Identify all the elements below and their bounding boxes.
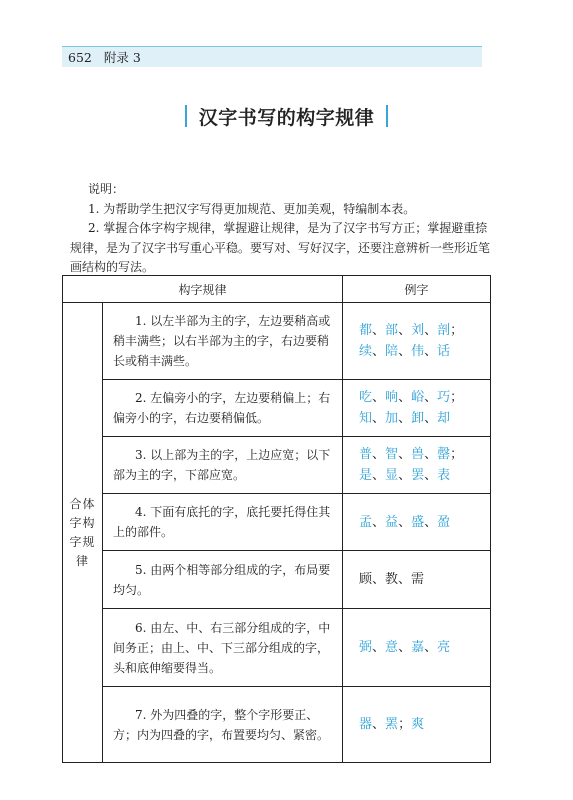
title-bar-right — [386, 105, 388, 127]
example-punct: 、 — [398, 468, 412, 483]
example-char: 刘 — [411, 323, 425, 338]
example-line — [359, 408, 490, 429]
example-punct: 、 — [398, 447, 412, 462]
example-punct: 、 — [424, 447, 438, 462]
example-char: 是 — [359, 468, 373, 483]
table-row — [63, 687, 491, 763]
rule-text: 3. 以上部为主的字，上边应宽；以下部为主的字，下部应宽。 — [113, 448, 331, 482]
title-bar-left — [185, 105, 187, 127]
example-char: 嘉 — [411, 640, 425, 655]
example-punct: 、 — [424, 411, 438, 426]
example-line — [359, 512, 490, 533]
example-punct: 、 — [372, 447, 386, 462]
example-punct: 、 — [424, 468, 438, 483]
section-label: 附录 3 — [103, 50, 141, 65]
page-header — [62, 46, 482, 67]
example-char: 盛 — [411, 514, 425, 530]
example-char: 响 — [385, 390, 399, 405]
example-punct: 、 — [372, 468, 386, 483]
example-char: 剖 — [437, 323, 451, 338]
title-text: 汉字书写的构字规律 — [198, 106, 375, 129]
example-punct: ； — [450, 390, 464, 405]
example-char: 表 — [437, 468, 451, 483]
rule-text: 5. 由两个相等部分组成的字，布局要均匀。 — [113, 562, 331, 597]
intro-notes — [70, 180, 490, 278]
rules-table — [62, 275, 491, 763]
rule-text: 1. 以左半部为主的字，左边要稍高或稍丰满些；以右半部为主的字，右边要稍长或稍丰满些。 — [113, 314, 331, 368]
example-char: 都 — [359, 323, 373, 338]
rule-cell — [103, 437, 343, 494]
example-line — [359, 465, 490, 486]
example-line — [359, 320, 490, 341]
example-char: 亮 — [437, 640, 451, 655]
example-char: 罴 — [385, 717, 399, 732]
col-header-example: 例字 — [343, 276, 491, 303]
table-row — [63, 437, 491, 494]
example-char: 益 — [385, 514, 399, 530]
rule-cell — [103, 687, 343, 763]
rule-cell — [103, 303, 343, 380]
example-punct: ； — [450, 447, 464, 462]
example-punct: 、 — [398, 411, 412, 426]
example-char: 弼 — [359, 640, 373, 655]
example-punct: 、 — [398, 640, 412, 655]
example-text: 顾、教、需 — [359, 572, 425, 587]
example-punct: 、 — [424, 323, 438, 338]
example-line — [359, 387, 490, 408]
example-punct: 、 — [372, 514, 386, 530]
example-char: 罢 — [411, 468, 425, 483]
example-line — [359, 444, 490, 465]
example-char: 盈 — [437, 514, 451, 530]
rule-text: 2. 左偏旁小的字，左边要稍偏上；右偏旁小的字，右边要稍偏低。 — [113, 391, 331, 425]
category-cell — [63, 303, 103, 763]
example-char: 陪 — [385, 344, 399, 359]
example-char: 孟 — [359, 514, 373, 530]
rule-cell — [103, 609, 343, 687]
example-cell — [343, 609, 491, 687]
table-row — [63, 380, 491, 437]
rule-text: 4. 下面有底托的字，底托要托得住其上的部件。 — [113, 505, 331, 539]
table-row — [63, 494, 491, 551]
intro-label: 说明： — [88, 182, 125, 196]
example-char: 话 — [437, 344, 451, 359]
example-punct: 、 — [372, 323, 386, 338]
example-line — [359, 714, 490, 735]
example-char: 巧 — [437, 390, 451, 405]
example-punct: 、 — [372, 390, 386, 405]
example-punct: ； — [398, 717, 412, 732]
example-cell — [343, 437, 491, 494]
example-cell — [343, 687, 491, 763]
example-char: 器 — [359, 717, 373, 732]
example-char: 部 — [385, 323, 399, 338]
example-punct: 、 — [424, 640, 438, 655]
example-line — [359, 341, 490, 362]
table-row — [63, 551, 491, 609]
example-char: 罄 — [437, 447, 451, 462]
rule-cell — [103, 494, 343, 551]
page-number: 652 — [68, 49, 92, 65]
example-char: 知 — [359, 411, 373, 426]
rule-text: 7. 外为四叠的字，整个字形要正、方；内为四叠的字，布置要均匀、紧密。 — [113, 707, 330, 742]
example-punct: 、 — [424, 390, 438, 405]
example-char: 卸 — [411, 411, 425, 426]
example-punct: 、 — [398, 390, 412, 405]
example-line — [359, 637, 490, 658]
example-char: 峪 — [411, 390, 425, 405]
example-char: 普 — [359, 447, 373, 462]
example-char: 智 — [385, 447, 399, 462]
example-char: 爽 — [411, 717, 425, 732]
page-title — [0, 101, 573, 131]
example-cell — [343, 380, 491, 437]
example-punct: 、 — [398, 323, 412, 338]
example-char: 却 — [437, 411, 451, 426]
example-punct: 、 — [398, 514, 412, 530]
intro-point-2: 2. 掌握合体字构字规律，掌握避让规律，是为了汉字书写方正；掌握避重捺规律，是为了汉字书写重心平稳。要写对、写好汉字，还要注意辨析一些形近笔画结构的写法。 — [70, 221, 491, 274]
category-label: 合体字构字规律 — [69, 496, 96, 568]
example-punct: 、 — [372, 717, 386, 732]
rule-cell — [103, 551, 343, 609]
example-cell — [343, 494, 491, 551]
example-char: 续 — [359, 344, 373, 359]
example-punct: 、 — [372, 344, 386, 359]
rule-text: 6. 由左、中、右三部分组成的字，中间务正；由上、中、下三部分组成的字，头和底伸缩要得当。 — [113, 620, 331, 675]
example-punct: 、 — [424, 514, 438, 530]
table-header-row — [63, 276, 491, 303]
example-punct: 、 — [424, 344, 438, 359]
example-char: 兽 — [411, 447, 425, 462]
example-punct: 、 — [372, 640, 386, 655]
col-header-rule: 构字规律 — [63, 276, 343, 303]
example-char: 显 — [385, 468, 399, 483]
example-char: 吃 — [359, 390, 373, 405]
table-row — [63, 303, 491, 380]
intro-point-1: 1. 为帮助学生把汉字写得更加规范、更加美观，特编制本表。 — [88, 201, 416, 216]
rule-cell — [103, 380, 343, 437]
example-char: 意 — [385, 640, 399, 655]
example-cell — [343, 551, 491, 609]
table-row — [63, 609, 491, 687]
example-punct: ； — [450, 323, 464, 338]
example-punct: 、 — [398, 344, 412, 359]
example-cell — [343, 303, 491, 380]
example-char: 伟 — [411, 344, 425, 359]
example-punct: 、 — [372, 411, 386, 426]
example-char: 加 — [385, 411, 399, 426]
